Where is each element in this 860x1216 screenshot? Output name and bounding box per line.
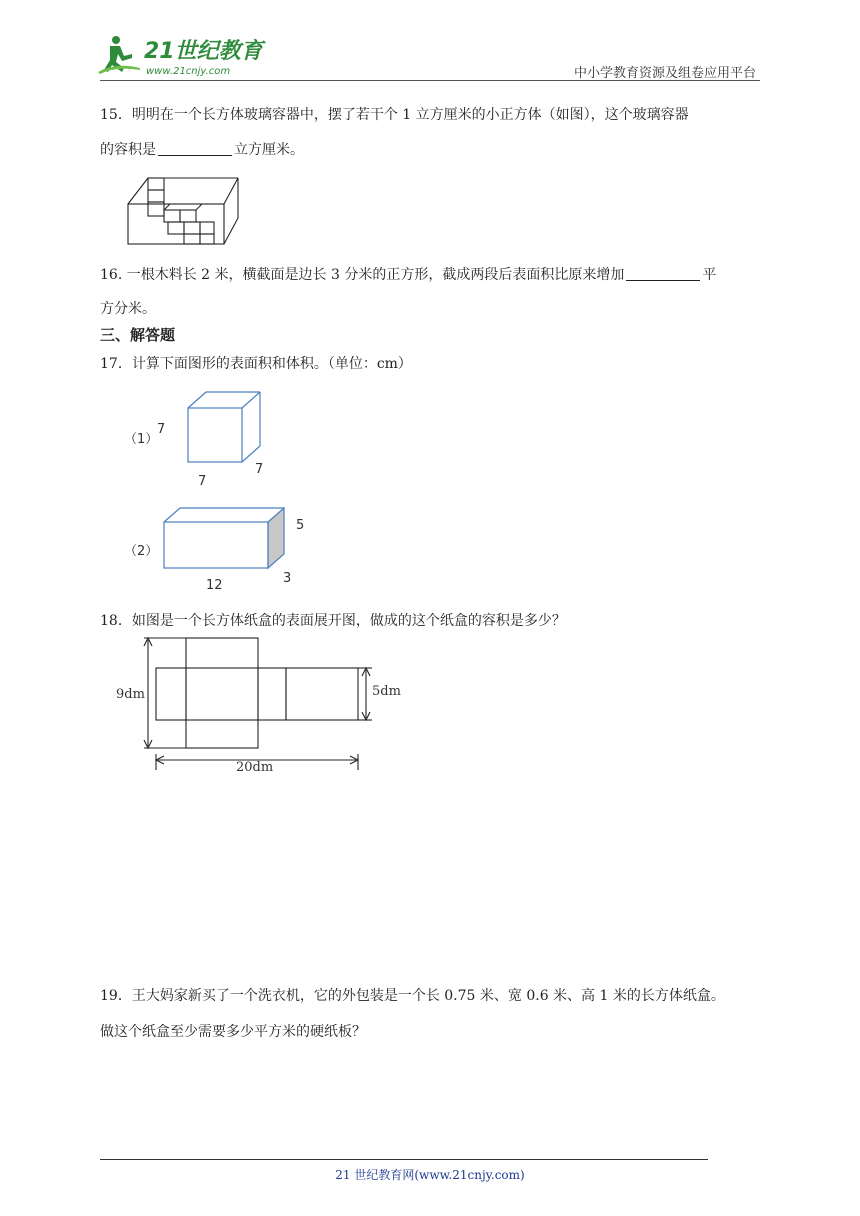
q16-line2: 方分米。 [100,301,156,317]
q18-dim-height: 9dm [116,687,145,702]
q18-dim-width: 20dm [236,760,274,775]
logo-text: 21世纪教育 [144,39,263,64]
section-title: 三、解答题 [100,326,176,344]
q19-line1: 19．王大妈家新买了一个洗衣机，它的外包装是一个长 0.75 米、宽 0.6 米、高 1 米的长方体纸盒。 [100,988,725,1004]
q19-line2: 做这个纸盒至少需要多少平方米的硬纸板？ [100,1024,366,1040]
site-logo [96,32,266,80]
q18-net-diagram [110,634,400,774]
q15-text-after: 立方厘米。 [234,142,304,158]
site-label: 中小学教育资源及组卷应用平台 [573,66,756,81]
q17-fig1-label: （1） [124,432,159,447]
q16-text-before: 16. 一根木料长 2 米，横截面是边长 3 分米的正方形，截成两段后表面积比原来增加 [100,267,625,283]
q17-text: 17．计算下面图形的表面积和体积。（单位：cm） [100,356,412,372]
q17-fig1-dim-height: 7 [157,422,166,437]
q17-fig2-dim-height: 5 [296,518,305,533]
q16-answer-blank [626,264,700,281]
runner-icon [98,36,140,74]
q17-fig1-dim-width: 7 [198,474,207,489]
q15-container-figure [124,170,244,250]
q17-cuboid-figure [158,504,288,574]
q17-fig2-label: （2） [124,544,159,559]
q15-answer-blank [158,139,232,156]
footer-text: 21 世纪教育网(www.21cnjy.com) [335,1168,525,1182]
q15-line2 [100,132,765,168]
q18-dim-side: 5dm [372,684,401,699]
q17-fig2-dim-length: 12 [206,578,223,593]
unit-cubes [148,178,214,244]
q16-line1 [100,257,765,293]
q15-text-before: 的容积是 [100,142,156,158]
q15-line1: 15．明明在一个长方体玻璃容器中，摆了若干个 1 立方厘米的小正方体（如图），这个玻璃容器 [100,107,689,123]
header-divider [100,80,760,81]
logo-subtext: www.21cnjy.com [146,66,231,77]
q16-text-after: 平 [702,267,717,283]
footer-divider [100,1159,708,1160]
q17-fig1-dim-depth: 7 [255,462,264,477]
q17-fig2-dim-width: 3 [283,571,292,586]
q18-text: 18．如图是一个长方体纸盒的表面展开图，做成的这个纸盒的容积是多少？ [100,613,566,629]
